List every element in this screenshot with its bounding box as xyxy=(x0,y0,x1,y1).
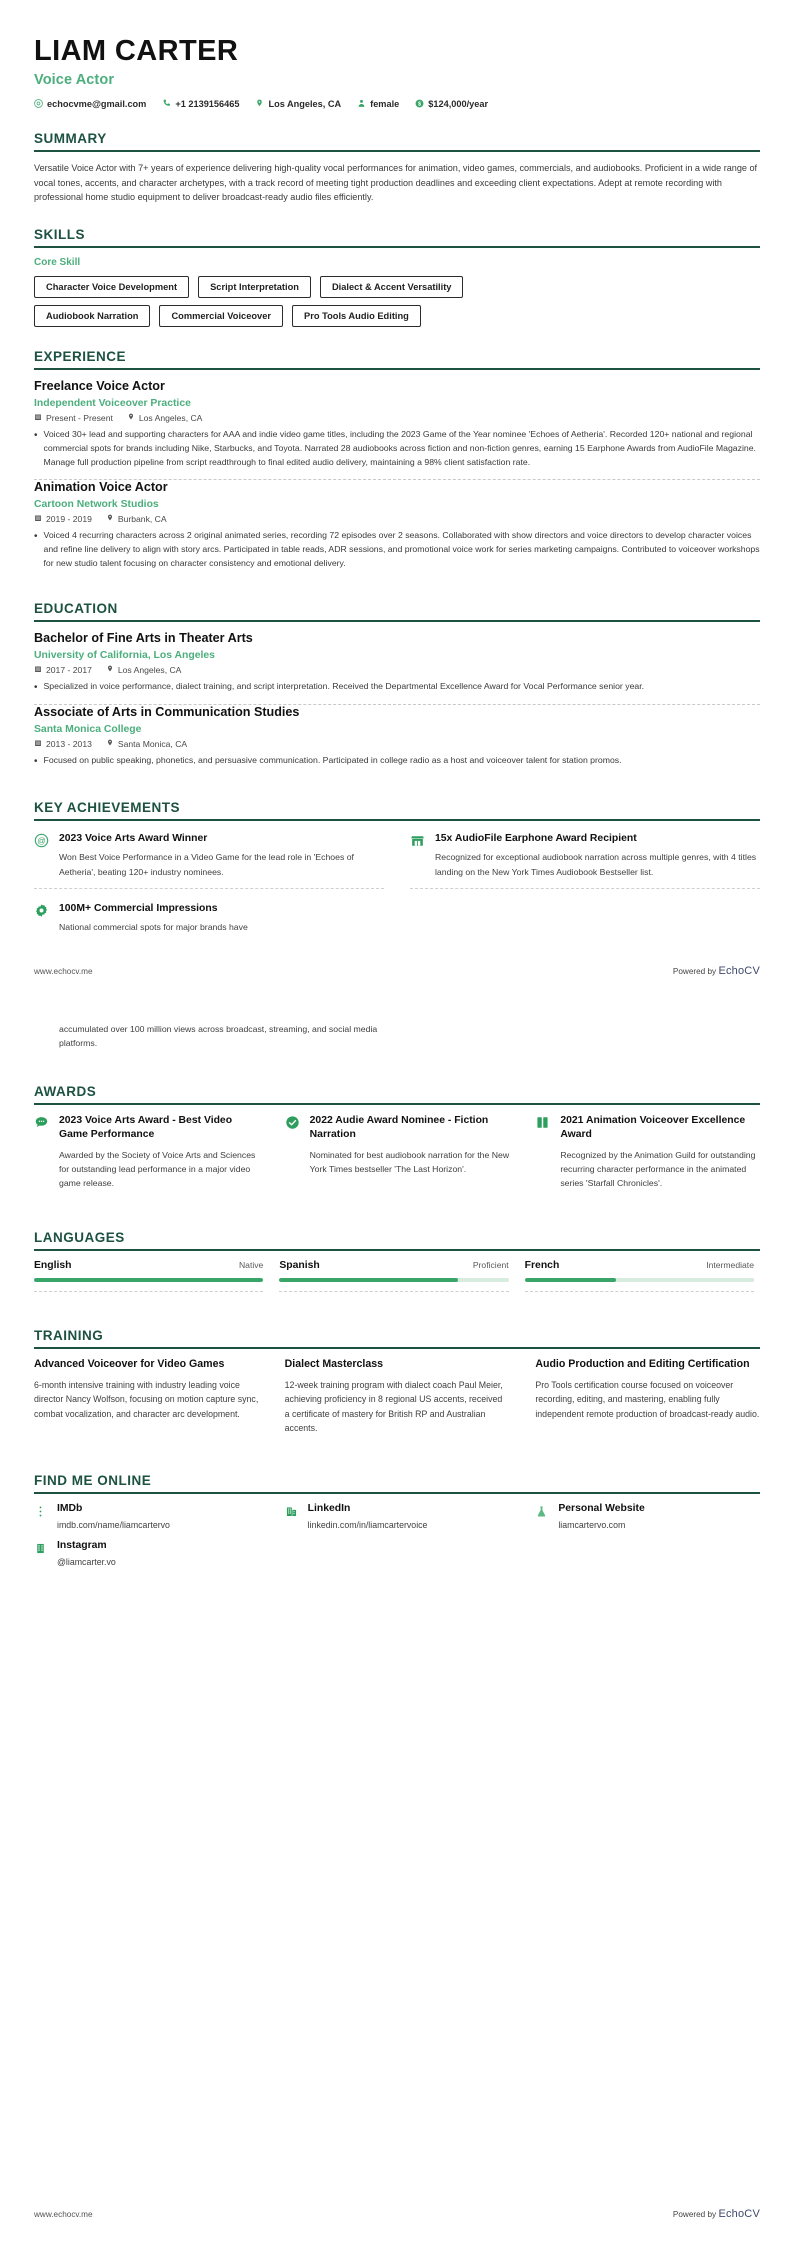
award-item xyxy=(535,1114,760,1190)
online-link-instagram[interactable] xyxy=(34,1540,259,1567)
job-role-subtitle: Voice Actor xyxy=(34,71,115,88)
award-desc: Awarded by the Society of Voice Arts and Sciences for outstanding lead performance in a major video game release. xyxy=(59,1149,256,1189)
skill-chip[interactable]: Commercial Voiceover xyxy=(159,305,283,327)
award-title: 2023 Voice Arts Award - Best Video Game Performance xyxy=(59,1115,233,1141)
skill-chip[interactable]: Dialect & Accent Versatility xyxy=(320,276,464,298)
page-footer-bottom xyxy=(0,2208,794,2220)
contact-gender xyxy=(357,99,399,109)
education-dates-text: 2017 - 2017 xyxy=(46,665,92,676)
online-link-url[interactable]: @liamcarter.vo xyxy=(57,1557,116,1568)
experience-location-text: Los Angeles, CA xyxy=(138,413,203,424)
education-school: University of California, Los Angeles xyxy=(34,650,215,662)
contact-gender-text: female xyxy=(370,98,400,109)
achievement-title: 100M+ Commercial Impressions xyxy=(59,902,218,914)
section-title-experience: EXPERIENCE xyxy=(34,349,127,365)
footer-brand: EchoCV xyxy=(718,965,760,978)
bullet-text: Specialized in voice performance, dialect training, and script interpretation. Received the Departmental Excellence Award for Vocal Performance senior year. xyxy=(43,681,645,692)
person-icon xyxy=(357,99,366,108)
section-rule xyxy=(34,150,760,152)
experience-meta xyxy=(34,514,760,524)
online-link-label: Instagram xyxy=(57,1540,107,1552)
education-degree: Bachelor of Fine Arts in Theater Arts xyxy=(34,631,253,646)
contact-row xyxy=(34,99,760,109)
resume-header xyxy=(34,0,760,109)
achievement-item xyxy=(34,830,384,889)
training-item xyxy=(34,1358,259,1435)
training-desc: Pro Tools certification course focused on voiceover recording, editing, and mastering, enabling fully independent remote production of broadcast-ready audio. xyxy=(535,1380,760,1419)
contact-phone[interactable] xyxy=(162,99,239,109)
contact-location xyxy=(255,99,341,109)
education-location-text: Los Angeles, CA xyxy=(117,665,182,676)
bullet-text: Voiced 4 recurring characters across 2 original animated series, recording 72 episodes over 2 seasons. Collaborated with show directors and voice directors to develop character voices and refine line delivery to align with story arcs. Participated in table reads, ADR sessions, and promotional voice work for series marketing campaigns. Contributed to voiceover workshops for new studio talent focusing on character consistency and emotional delivery. xyxy=(43,529,760,568)
education-location xyxy=(106,665,182,675)
flask-icon xyxy=(535,1503,549,1530)
achievement-desc: Won Best Voice Performance in a Video Game for the lead role in 'Echoes of Aetheria', beating 120+ industry nominees. xyxy=(59,852,354,877)
education-degree: Associate of Arts in Communication Studies xyxy=(34,705,300,720)
gear-icon xyxy=(34,902,50,935)
bullet-item xyxy=(34,428,760,470)
language-name: English xyxy=(34,1260,72,1272)
award-desc: Nominated for best audiobook narration for the New York Times bestseller 'The Last Horizon'. xyxy=(309,1149,510,1175)
experience-bullets xyxy=(34,529,760,571)
check-circle-icon xyxy=(285,1114,301,1190)
education-meta xyxy=(34,665,760,675)
dots-vertical-icon xyxy=(34,1503,48,1530)
language-progress-bar xyxy=(525,1278,754,1282)
footer-powered-prefix: Powered by xyxy=(672,967,717,977)
experience-dates-text: Present - Present xyxy=(46,413,113,424)
skill-chip[interactable]: Character Voice Development xyxy=(34,276,189,298)
online-link-url[interactable]: liamcartervo.com xyxy=(558,1520,626,1531)
skill-chip-list xyxy=(34,276,760,298)
online-link-linkedin[interactable] xyxy=(285,1503,510,1530)
summary-text: Versatile Voice Actor with 7+ years of experience delivering high-quality vocal performances for animation, video games, commercials, and audiobooks. Proficient in a wide range of vocal tones, accents, and character archetypes, with a track record of meeting tight production deadlines and exceeding client expectations. Adept at remote recording with professional home studio equipment to deliver broadcast-ready audio files efficiently. xyxy=(34,162,758,203)
language-divider xyxy=(34,1291,263,1292)
award-desc: Recognized by the Animation Guild for outstanding recurring character performance in the animated series 'Starfall Chronicles'. xyxy=(560,1149,756,1189)
award-title: 2022 Audie Award Nominee - Fiction Narration xyxy=(309,1115,489,1141)
language-progress-fill xyxy=(34,1278,263,1282)
achievements-column-left xyxy=(34,830,384,943)
online-link-label: LinkedIn xyxy=(307,1503,351,1515)
online-link-url[interactable]: imdb.com/name/liamcartervo xyxy=(57,1520,170,1531)
language-progress-bar xyxy=(34,1278,263,1282)
bullet-dot: • xyxy=(34,682,38,694)
experience-entry xyxy=(34,379,760,479)
experience-org: Independent Voiceover Practice xyxy=(34,398,191,410)
online-link-personal-website[interactable] xyxy=(535,1503,760,1530)
online-link-url[interactable]: linkedin.com/in/liamcartervoice xyxy=(307,1520,428,1531)
email-icon xyxy=(34,99,43,108)
section-languages xyxy=(34,1230,760,1292)
location-pin-icon xyxy=(255,99,264,108)
skill-chip[interactable]: Script Interpretation xyxy=(198,276,311,298)
storefront-icon xyxy=(410,832,426,879)
education-entry xyxy=(34,705,760,778)
skill-chip[interactable]: Audiobook Narration xyxy=(34,305,150,327)
section-title-languages: LANGUAGES xyxy=(34,1230,125,1246)
language-header xyxy=(279,1260,508,1271)
language-item xyxy=(279,1260,514,1292)
section-title-skills: SKILLS xyxy=(34,227,86,243)
contact-email[interactable] xyxy=(34,99,146,109)
calendar-icon xyxy=(34,514,42,524)
achievement-desc: Recognized for exceptional audiobook narration across multiple genres, with 4 titles landing on the New York Times Audiobook Bestseller list. xyxy=(435,852,757,877)
education-dates xyxy=(34,665,92,675)
language-level: Proficient xyxy=(472,1260,509,1271)
experience-location-text: Burbank, CA xyxy=(117,513,167,524)
language-progress-fill xyxy=(279,1278,458,1282)
contact-phone-text: +1 2139156465 xyxy=(175,98,240,109)
experience-location xyxy=(106,514,167,524)
bullet-dot: • xyxy=(34,430,38,442)
section-key-achievements xyxy=(34,800,760,943)
section-title-key-achievements: KEY ACHIEVEMENTS xyxy=(34,799,181,815)
award-title: 2021 Animation Voiceover Excellence Award xyxy=(560,1115,746,1141)
section-skills xyxy=(34,227,760,327)
section-rule xyxy=(34,1103,760,1105)
page-footer xyxy=(0,965,794,977)
svg-text:$: $ xyxy=(418,101,422,108)
section-training xyxy=(34,1328,760,1435)
section-summary xyxy=(34,131,760,205)
achievements-column-right xyxy=(410,830,760,943)
achievement-item xyxy=(410,830,760,889)
language-item xyxy=(525,1260,760,1292)
achievement-desc-continued: accumulated over 100 million views across broadcast, streaming, and social media platforms. xyxy=(59,1024,378,1049)
experience-org: Cartoon Network Studios xyxy=(34,498,159,510)
footer-brand: EchoCV xyxy=(718,2208,760,2220)
education-bullets xyxy=(34,680,760,695)
education-dates xyxy=(34,739,92,749)
location-pin-icon xyxy=(106,739,114,749)
salary-icon xyxy=(415,99,424,108)
svg-text:@: @ xyxy=(37,835,46,846)
training-title: Dialect Masterclass xyxy=(284,1358,384,1371)
training-title: Audio Production and Editing Certification xyxy=(535,1358,750,1371)
contact-location-text: Los Angeles, CA xyxy=(268,98,342,109)
section-education xyxy=(34,601,760,777)
location-pin-icon xyxy=(106,665,114,675)
footer-site[interactable]: www.echocv.me xyxy=(34,967,93,977)
achievements-grid xyxy=(34,830,760,943)
education-entry xyxy=(34,631,760,704)
language-divider xyxy=(525,1291,754,1292)
skill-group-label: Core Skill xyxy=(34,257,81,269)
calendar-icon xyxy=(34,413,42,423)
footer-powered-by xyxy=(673,2208,760,2220)
page-title: LIAM CARTER xyxy=(34,35,239,67)
training-item xyxy=(535,1358,760,1435)
language-item xyxy=(34,1260,269,1292)
section-title-find-me-online: FIND ME ONLINE xyxy=(34,1473,152,1489)
language-header xyxy=(525,1260,754,1271)
section-rule xyxy=(34,620,760,622)
achievement-title: 2023 Voice Arts Award Winner xyxy=(59,832,208,844)
language-progress-fill xyxy=(525,1278,617,1282)
at-badge-icon xyxy=(34,832,50,879)
building-icon xyxy=(34,1540,48,1567)
language-header xyxy=(34,1260,263,1271)
award-item xyxy=(285,1114,510,1190)
language-name: French xyxy=(524,1260,560,1272)
award-item xyxy=(34,1114,259,1190)
contact-salary xyxy=(415,99,488,109)
section-awards xyxy=(34,1084,760,1190)
achievement-desc: National commercial spots for major brands have xyxy=(59,922,248,933)
online-link-label: IMDb xyxy=(57,1503,83,1515)
experience-location xyxy=(127,413,203,423)
training-title: Advanced Voiceover for Video Games xyxy=(34,1358,225,1371)
section-title-education: EDUCATION xyxy=(34,601,118,617)
training-item xyxy=(285,1358,510,1435)
footer-powered-by xyxy=(673,965,760,977)
section-experience xyxy=(34,349,760,579)
footer-site[interactable]: www.echocv.me xyxy=(34,2210,93,2219)
location-pin-icon xyxy=(127,413,135,423)
experience-dates xyxy=(34,514,92,524)
online-link-label: Personal Website xyxy=(558,1503,645,1515)
section-title-training: TRAINING xyxy=(34,1328,104,1344)
location-pin-icon xyxy=(106,514,114,524)
phone-icon xyxy=(162,99,171,108)
bullet-dot: • xyxy=(34,755,38,767)
language-level: Intermediate xyxy=(706,1260,754,1271)
skill-chip-list xyxy=(34,305,760,327)
contact-email-text: echocvme@gmail.com xyxy=(47,98,147,109)
education-dates-text: 2013 - 2013 xyxy=(46,738,92,749)
training-desc: 6-month intensive training with industry leading voice director Nancy Wolfson, focusing on motion capture sync, combat vocalization, and character arc development. xyxy=(34,1380,259,1419)
experience-dates xyxy=(34,413,113,423)
section-title-awards: AWARDS xyxy=(34,1084,97,1100)
section-rule xyxy=(34,1249,760,1251)
bullet-item xyxy=(34,680,760,695)
education-location xyxy=(106,739,187,749)
calendar-icon xyxy=(34,665,42,675)
section-title-summary: SUMMARY xyxy=(34,130,107,146)
achievement-item xyxy=(34,900,384,944)
bullet-item xyxy=(34,529,760,571)
language-divider xyxy=(279,1291,508,1292)
education-location-text: Santa Monica, CA xyxy=(117,738,188,749)
education-meta xyxy=(34,739,760,749)
achievement-title: 15x AudioFile Earphone Award Recipient xyxy=(435,832,637,844)
training-grid xyxy=(34,1358,760,1435)
section-rule xyxy=(34,1492,760,1494)
online-links-grid xyxy=(34,1503,760,1567)
training-desc: 12-week training program with dialect coach Paul Meier, achieving proficiency in 8 regional US accents, received a certificate of mastery for British RP and Australian accents. xyxy=(284,1380,503,1433)
language-name: Spanish xyxy=(279,1260,320,1272)
education-bullets xyxy=(34,754,760,769)
language-progress-bar xyxy=(279,1278,508,1282)
section-rule xyxy=(34,368,760,370)
bullet-text: Focused on public speaking, phonetics, and persuasive communication. Participated in college radio as a host and voiceover talent for station promos. xyxy=(43,754,622,765)
education-school: Santa Monica College xyxy=(34,723,142,735)
bullet-text: Voiced 30+ lead and supporting characters for AAA and indie video game titles, including the 2023 Game of the Year nominee 'Echoes of Aetheria'. Recorded 120+ national and regional commercial spots for brands including Nike, Starbucks, and Toyota. Narrated 28 audiobooks across fiction and non-fiction genres, earning 15 Earphone Awards from AudioFile Magazine. Manage full production pipeline from script readthrough to final edited audio delivery, maintaining a 98% client satisfaction rate. xyxy=(43,429,756,468)
book-icon xyxy=(535,1114,551,1190)
awards-grid xyxy=(34,1114,760,1190)
online-link-imdb[interactable] xyxy=(34,1503,259,1530)
section-rule xyxy=(34,819,760,821)
language-level: Native xyxy=(238,1260,264,1271)
experience-entry xyxy=(34,480,760,580)
experience-role: Freelance Voice Actor xyxy=(34,379,165,394)
calendar-icon xyxy=(34,739,42,749)
experience-meta xyxy=(34,413,760,423)
experience-dates-text: 2019 - 2019 xyxy=(46,513,92,524)
bullet-dot: • xyxy=(34,530,38,542)
speech-bubble-icon xyxy=(34,1114,50,1190)
section-rule xyxy=(34,246,760,248)
bullet-item xyxy=(34,754,760,769)
page-break-gap xyxy=(34,977,760,1017)
footer-powered-prefix: Powered by xyxy=(672,2210,717,2219)
languages-grid xyxy=(34,1260,760,1292)
skill-chip[interactable]: Pro Tools Audio Editing xyxy=(292,305,421,327)
section-find-me-online xyxy=(34,1473,760,1567)
contact-salary-text: $124,000/year xyxy=(428,98,489,109)
experience-role: Animation Voice Actor xyxy=(34,479,168,494)
building-icon xyxy=(285,1503,299,1530)
experience-bullets xyxy=(34,428,760,470)
section-rule xyxy=(34,1347,760,1349)
